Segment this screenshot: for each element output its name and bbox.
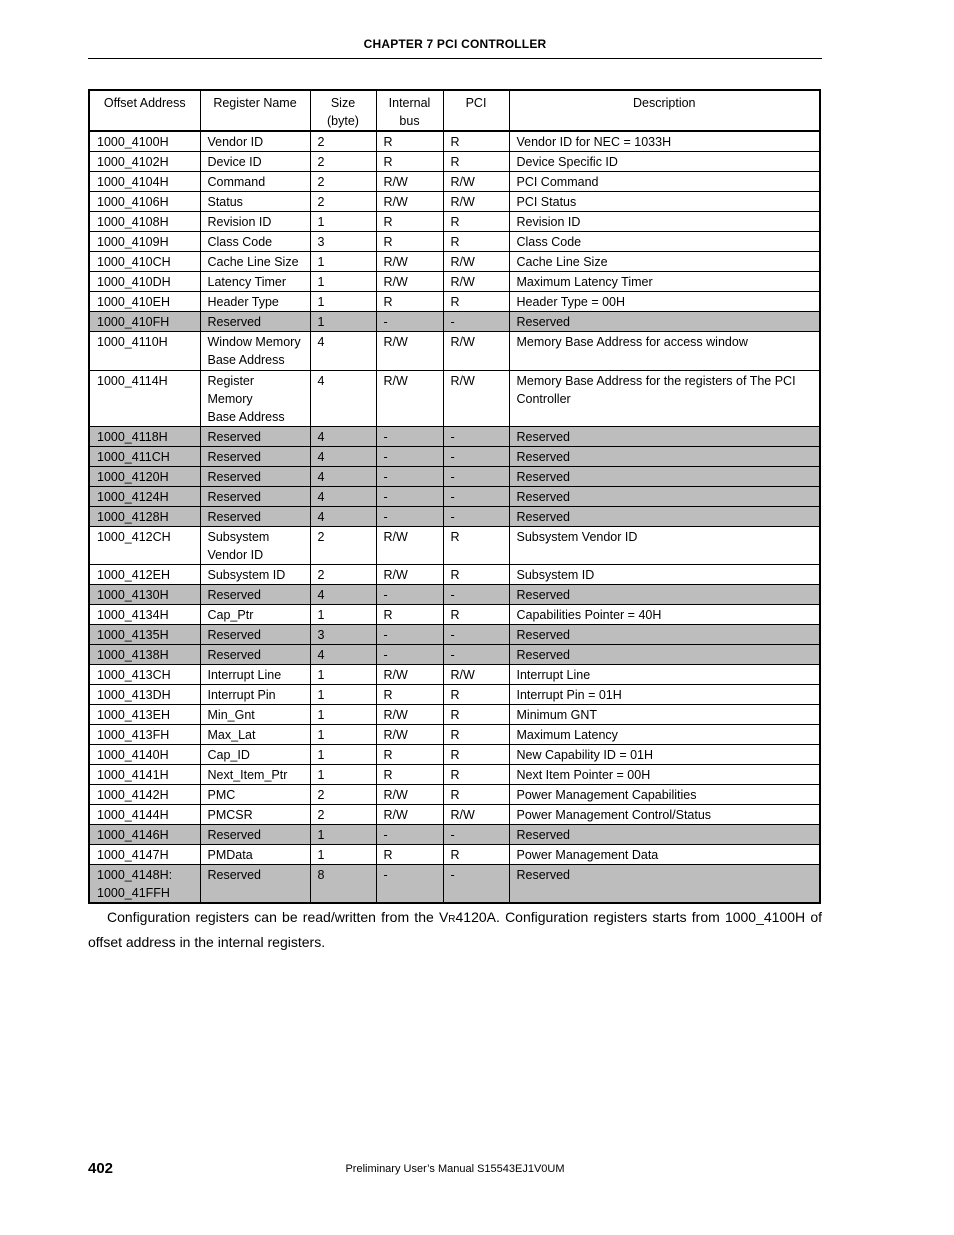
register-name-cell: Command bbox=[200, 172, 310, 192]
table-row bbox=[89, 865, 820, 904]
internal-bus-cell: - bbox=[376, 506, 443, 526]
table-row bbox=[89, 466, 820, 486]
size-cell: 1 bbox=[310, 252, 376, 272]
pci-cell: - bbox=[443, 446, 509, 466]
description-cell: PCI Status bbox=[509, 192, 820, 212]
size-cell: 3 bbox=[310, 232, 376, 252]
description-cell: Reserved bbox=[509, 486, 820, 506]
pci-cell: R/W bbox=[443, 252, 509, 272]
size-cell: 4 bbox=[310, 506, 376, 526]
body-paragraph bbox=[88, 906, 822, 953]
footer-manual-title: Preliminary User’s Manual S15543EJ1V0UM bbox=[345, 1163, 565, 1175]
size-cell: 4 bbox=[310, 370, 376, 426]
table-row bbox=[89, 131, 820, 152]
register-name-cell: Subsystem Vendor ID bbox=[200, 526, 310, 565]
offset-cell: 1000_4104H bbox=[89, 172, 200, 192]
internal-bus-cell: R bbox=[376, 845, 443, 865]
table-row bbox=[89, 685, 820, 705]
size-cell: 2 bbox=[310, 805, 376, 825]
size-cell: 4 bbox=[310, 426, 376, 446]
pci-cell: - bbox=[443, 625, 509, 645]
internal-bus-cell: R/W bbox=[376, 332, 443, 371]
description-cell: Device Specific ID bbox=[509, 152, 820, 172]
table-row bbox=[89, 845, 820, 865]
internal-bus-cell: R/W bbox=[376, 565, 443, 585]
register-name-cell: Window Memory Base Address bbox=[200, 332, 310, 371]
register-name-cell: Status bbox=[200, 192, 310, 212]
register-name-cell: Reserved bbox=[200, 625, 310, 645]
offset-cell: 1000_410CH bbox=[89, 252, 200, 272]
size-cell: 4 bbox=[310, 585, 376, 605]
register-table bbox=[88, 89, 821, 904]
pci-cell: R bbox=[443, 152, 509, 172]
internal-bus-cell: R bbox=[376, 685, 443, 705]
size-cell: 1 bbox=[310, 745, 376, 765]
register-name-cell: Device ID bbox=[200, 152, 310, 172]
register-name-cell: Cap_Ptr bbox=[200, 605, 310, 625]
pci-cell: R/W bbox=[443, 665, 509, 685]
pci-cell: R bbox=[443, 526, 509, 565]
table-row bbox=[89, 665, 820, 685]
register-name-cell: Revision ID bbox=[200, 212, 310, 232]
table-row bbox=[89, 506, 820, 526]
column-header-name: Register Name bbox=[200, 90, 310, 131]
internal-bus-cell: R bbox=[376, 212, 443, 232]
size-cell: 1 bbox=[310, 272, 376, 292]
table-row bbox=[89, 785, 820, 805]
pci-cell: R/W bbox=[443, 370, 509, 426]
pci-cell: - bbox=[443, 312, 509, 332]
internal-bus-cell: R bbox=[376, 605, 443, 625]
pci-cell: R bbox=[443, 565, 509, 585]
description-cell: Interrupt Pin = 01H bbox=[509, 685, 820, 705]
description-cell: Reserved bbox=[509, 825, 820, 845]
description-cell: Class Code bbox=[509, 232, 820, 252]
offset-cell: 1000_4140H bbox=[89, 745, 200, 765]
table-row bbox=[89, 292, 820, 312]
internal-bus-cell: R/W bbox=[376, 252, 443, 272]
table-row bbox=[89, 272, 820, 292]
pci-cell: - bbox=[443, 466, 509, 486]
pci-cell: - bbox=[443, 825, 509, 845]
table-row bbox=[89, 745, 820, 765]
offset-cell: 1000_4100H bbox=[89, 131, 200, 152]
size-cell: 2 bbox=[310, 131, 376, 152]
pci-cell: R bbox=[443, 232, 509, 252]
pci-cell: R bbox=[443, 725, 509, 745]
page-number: 402 bbox=[88, 1160, 114, 1177]
register-name-cell: Cap_ID bbox=[200, 745, 310, 765]
internal-bus-cell: R/W bbox=[376, 705, 443, 725]
table-row bbox=[89, 725, 820, 745]
register-name-cell: Reserved bbox=[200, 585, 310, 605]
pci-cell: - bbox=[443, 645, 509, 665]
internal-bus-cell: R bbox=[376, 745, 443, 765]
pci-cell: R bbox=[443, 212, 509, 232]
size-cell: 3 bbox=[310, 625, 376, 645]
internal-bus-cell: - bbox=[376, 625, 443, 645]
pci-cell: - bbox=[443, 426, 509, 446]
description-cell: Memory Base Address for access window bbox=[509, 332, 820, 371]
register-name-cell: Register Memory Base Address bbox=[200, 370, 310, 426]
offset-cell: 1000_4114H bbox=[89, 370, 200, 426]
pci-cell: R/W bbox=[443, 805, 509, 825]
offset-cell: 1000_4124H bbox=[89, 486, 200, 506]
size-cell: 8 bbox=[310, 865, 376, 904]
offset-cell: 1000_413DH bbox=[89, 685, 200, 705]
offset-cell: 1000_4135H bbox=[89, 625, 200, 645]
size-cell: 2 bbox=[310, 785, 376, 805]
description-cell: Maximum Latency Timer bbox=[509, 272, 820, 292]
offset-cell: 1000_4102H bbox=[89, 152, 200, 172]
internal-bus-cell: - bbox=[376, 486, 443, 506]
description-cell: Power Management Data bbox=[509, 845, 820, 865]
register-name-cell: PMCSR bbox=[200, 805, 310, 825]
register-name-cell: Header Type bbox=[200, 292, 310, 312]
description-cell: PCI Command bbox=[509, 172, 820, 192]
table-row bbox=[89, 426, 820, 446]
description-cell: Memory Base Address for the registers of The PCI Controller bbox=[509, 370, 820, 426]
offset-cell: 1000_4147H bbox=[89, 845, 200, 865]
description-cell: Reserved bbox=[509, 585, 820, 605]
register-name-cell: Min_Gnt bbox=[200, 705, 310, 725]
chapter-header: CHAPTER 7 PCI CONTROLLER bbox=[363, 37, 547, 51]
table-row bbox=[89, 332, 820, 371]
column-header-size: Size (byte) bbox=[310, 90, 376, 131]
pci-cell: R bbox=[443, 765, 509, 785]
register-name-cell: Subsystem ID bbox=[200, 565, 310, 585]
size-cell: 1 bbox=[310, 845, 376, 865]
internal-bus-cell: R/W bbox=[376, 785, 443, 805]
internal-bus-cell: R/W bbox=[376, 272, 443, 292]
internal-bus-cell: R bbox=[376, 292, 443, 312]
register-table-body bbox=[89, 131, 820, 903]
register-name-cell: Max_Lat bbox=[200, 725, 310, 745]
pci-cell: R bbox=[443, 785, 509, 805]
internal-bus-cell: R/W bbox=[376, 192, 443, 212]
size-cell: 4 bbox=[310, 645, 376, 665]
internal-bus-cell: R bbox=[376, 152, 443, 172]
register-name-cell: Reserved bbox=[200, 312, 310, 332]
offset-cell: 1000_413FH bbox=[89, 725, 200, 745]
description-cell: Header Type = 00H bbox=[509, 292, 820, 312]
internal-bus-cell: - bbox=[376, 645, 443, 665]
size-cell: 1 bbox=[310, 212, 376, 232]
pci-cell: R/W bbox=[443, 272, 509, 292]
pci-cell: R bbox=[443, 605, 509, 625]
register-name-cell: Latency Timer bbox=[200, 272, 310, 292]
size-cell: 1 bbox=[310, 292, 376, 312]
register-name-cell: Cache Line Size bbox=[200, 252, 310, 272]
table-row bbox=[89, 232, 820, 252]
size-cell: 2 bbox=[310, 172, 376, 192]
size-cell: 1 bbox=[310, 705, 376, 725]
description-cell: Subsystem ID bbox=[509, 565, 820, 585]
register-name-cell: PMData bbox=[200, 845, 310, 865]
offset-cell: 1000_413CH bbox=[89, 665, 200, 685]
table-row bbox=[89, 805, 820, 825]
table-row bbox=[89, 192, 820, 212]
description-cell: Maximum Latency bbox=[509, 725, 820, 745]
table-row bbox=[89, 212, 820, 232]
table-row bbox=[89, 825, 820, 845]
table-row bbox=[89, 765, 820, 785]
size-cell: 4 bbox=[310, 446, 376, 466]
register-name-cell: Reserved bbox=[200, 446, 310, 466]
register-name-cell: Interrupt Line bbox=[200, 665, 310, 685]
table-row bbox=[89, 370, 820, 426]
description-cell: Power Management Control/Status bbox=[509, 805, 820, 825]
column-header-offset: Offset Address bbox=[89, 90, 200, 131]
offset-cell: 1000_4138H bbox=[89, 645, 200, 665]
description-cell: Reserved bbox=[509, 312, 820, 332]
size-cell: 1 bbox=[310, 665, 376, 685]
description-cell: Reserved bbox=[509, 426, 820, 446]
size-cell: 2 bbox=[310, 526, 376, 565]
table-row bbox=[89, 172, 820, 192]
header-rule bbox=[88, 58, 822, 59]
offset-cell: 1000_4118H bbox=[89, 426, 200, 446]
paragraph-text-1: Configuration registers can be read/written from the V bbox=[107, 909, 449, 925]
internal-bus-cell: - bbox=[376, 585, 443, 605]
offset-cell: 1000_411CH bbox=[89, 446, 200, 466]
internal-bus-cell: R/W bbox=[376, 526, 443, 565]
internal-bus-cell: R bbox=[376, 765, 443, 785]
register-name-cell: PMC bbox=[200, 785, 310, 805]
size-cell: 1 bbox=[310, 725, 376, 745]
description-cell: Interrupt Line bbox=[509, 665, 820, 685]
description-cell: Revision ID bbox=[509, 212, 820, 232]
internal-bus-cell: R bbox=[376, 232, 443, 252]
column-header-pci: PCI bbox=[443, 90, 509, 131]
register-name-cell: Reserved bbox=[200, 426, 310, 446]
pci-cell: R bbox=[443, 745, 509, 765]
description-cell: Next Item Pointer = 00H bbox=[509, 765, 820, 785]
internal-bus-cell: - bbox=[376, 466, 443, 486]
internal-bus-cell: - bbox=[376, 865, 443, 904]
offset-cell: 1000_4142H bbox=[89, 785, 200, 805]
offset-cell: 1000_410EH bbox=[89, 292, 200, 312]
table-header-row bbox=[89, 90, 820, 131]
table-row bbox=[89, 565, 820, 585]
pci-cell: R bbox=[443, 685, 509, 705]
pci-cell: R/W bbox=[443, 172, 509, 192]
offset-cell: 1000_410DH bbox=[89, 272, 200, 292]
offset-cell: 1000_413EH bbox=[89, 705, 200, 725]
internal-bus-cell: - bbox=[376, 446, 443, 466]
offset-cell: 1000_4128H bbox=[89, 506, 200, 526]
offset-cell: 1000_4109H bbox=[89, 232, 200, 252]
table-row bbox=[89, 312, 820, 332]
table-row bbox=[89, 252, 820, 272]
table-row bbox=[89, 585, 820, 605]
table-row bbox=[89, 446, 820, 466]
register-name-cell: Class Code bbox=[200, 232, 310, 252]
description-cell: Reserved bbox=[509, 506, 820, 526]
offset-cell: 1000_4130H bbox=[89, 585, 200, 605]
table-row bbox=[89, 605, 820, 625]
offset-cell: 1000_4134H bbox=[89, 605, 200, 625]
pci-cell: R bbox=[443, 705, 509, 725]
offset-cell: 1000_4144H bbox=[89, 805, 200, 825]
table-row bbox=[89, 526, 820, 565]
table-row bbox=[89, 625, 820, 645]
pci-cell: R bbox=[443, 292, 509, 312]
offset-cell: 1000_412CH bbox=[89, 526, 200, 565]
size-cell: 1 bbox=[310, 312, 376, 332]
offset-cell: 1000_4141H bbox=[89, 765, 200, 785]
internal-bus-cell: - bbox=[376, 825, 443, 845]
subscript-r: R bbox=[448, 914, 456, 925]
internal-bus-cell: R bbox=[376, 131, 443, 152]
table-row bbox=[89, 645, 820, 665]
size-cell: 4 bbox=[310, 486, 376, 506]
offset-cell: 1000_4110H bbox=[89, 332, 200, 371]
description-cell: Vendor ID for NEC = 1033H bbox=[509, 131, 820, 152]
size-cell: 1 bbox=[310, 685, 376, 705]
size-cell: 1 bbox=[310, 765, 376, 785]
internal-bus-cell: - bbox=[376, 426, 443, 446]
size-cell: 2 bbox=[310, 192, 376, 212]
pci-cell: - bbox=[443, 865, 509, 904]
paragraph-text-2: 4120A. Configuration registers starts from 1000_4100H of offset address in the internal registers. bbox=[88, 909, 822, 950]
register-name-cell: Vendor ID bbox=[200, 131, 310, 152]
pci-cell: - bbox=[443, 486, 509, 506]
table-row bbox=[89, 486, 820, 506]
register-name-cell: Reserved bbox=[200, 506, 310, 526]
description-cell: Power Management Capabilities bbox=[509, 785, 820, 805]
description-cell: Minimum GNT bbox=[509, 705, 820, 725]
table-row bbox=[89, 152, 820, 172]
size-cell: 1 bbox=[310, 825, 376, 845]
pci-cell: - bbox=[443, 506, 509, 526]
internal-bus-cell: - bbox=[376, 312, 443, 332]
description-cell: Capabilities Pointer = 40H bbox=[509, 605, 820, 625]
register-name-cell: Reserved bbox=[200, 645, 310, 665]
description-cell: Reserved bbox=[509, 466, 820, 486]
offset-cell: 1000_4146H bbox=[89, 825, 200, 845]
description-cell: Reserved bbox=[509, 625, 820, 645]
register-name-cell: Interrupt Pin bbox=[200, 685, 310, 705]
size-cell: 4 bbox=[310, 332, 376, 371]
pci-cell: R/W bbox=[443, 332, 509, 371]
offset-cell: 1000_412EH bbox=[89, 565, 200, 585]
description-cell: New Capability ID = 01H bbox=[509, 745, 820, 765]
offset-cell: 1000_4148H: 1000_41FFH bbox=[89, 865, 200, 904]
offset-cell: 1000_4120H bbox=[89, 466, 200, 486]
offset-cell: 1000_4108H bbox=[89, 212, 200, 232]
size-cell: 2 bbox=[310, 565, 376, 585]
register-name-cell: Reserved bbox=[200, 486, 310, 506]
offset-cell: 1000_4106H bbox=[89, 192, 200, 212]
pci-cell: R bbox=[443, 845, 509, 865]
size-cell: 1 bbox=[310, 605, 376, 625]
size-cell: 2 bbox=[310, 152, 376, 172]
offset-cell: 1000_410FH bbox=[89, 312, 200, 332]
register-name-cell: Reserved bbox=[200, 865, 310, 904]
internal-bus-cell: R/W bbox=[376, 665, 443, 685]
size-cell: 4 bbox=[310, 466, 376, 486]
register-name-cell: Reserved bbox=[200, 825, 310, 845]
internal-bus-cell: R/W bbox=[376, 172, 443, 192]
pci-cell: - bbox=[443, 585, 509, 605]
register-name-cell: Next_Item_Ptr bbox=[200, 765, 310, 785]
table-row bbox=[89, 705, 820, 725]
description-cell: Reserved bbox=[509, 645, 820, 665]
description-cell: Subsystem Vendor ID bbox=[509, 526, 820, 565]
description-cell: Cache Line Size bbox=[509, 252, 820, 272]
column-header-internal-bus: Internal bus bbox=[376, 90, 443, 131]
internal-bus-cell: R/W bbox=[376, 370, 443, 426]
column-header-description: Description bbox=[509, 90, 820, 131]
description-cell: Reserved bbox=[509, 865, 820, 904]
internal-bus-cell: R/W bbox=[376, 805, 443, 825]
pci-cell: R/W bbox=[443, 192, 509, 212]
pci-cell: R bbox=[443, 131, 509, 152]
description-cell: Reserved bbox=[509, 446, 820, 466]
register-name-cell: Reserved bbox=[200, 466, 310, 486]
internal-bus-cell: R/W bbox=[376, 725, 443, 745]
